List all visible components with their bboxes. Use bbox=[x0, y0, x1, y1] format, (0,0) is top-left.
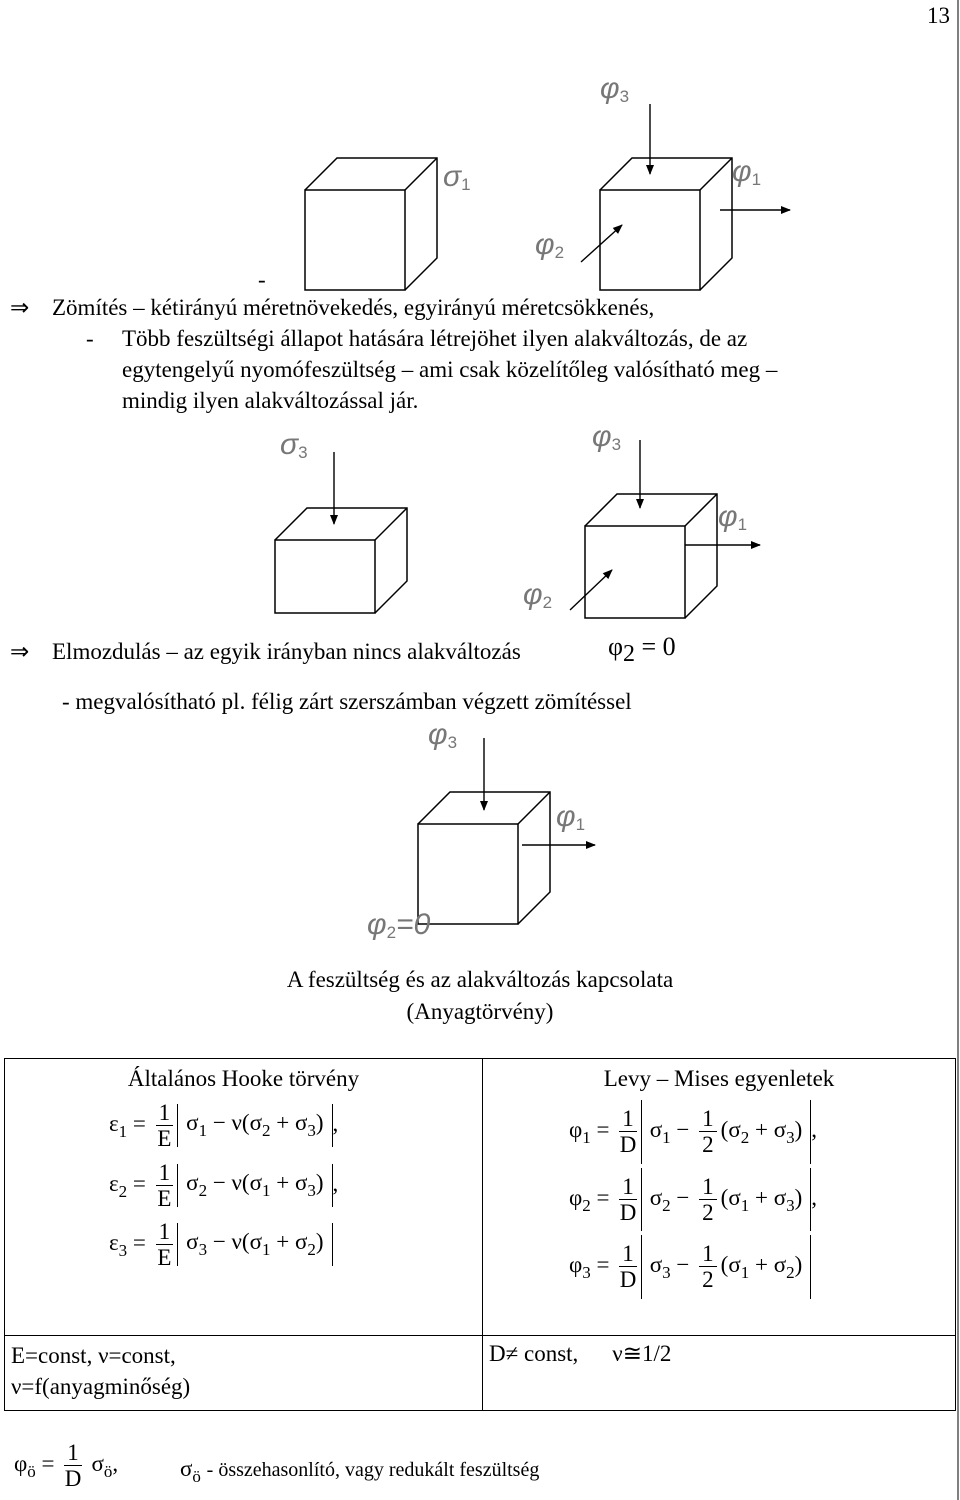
levy-mises-equation: $\varphi_1$ = $\frac{1}{D}$ $\sigma_1$ − $\frac{1}{2}$ $(\sigma_2 + \sigma_3)$ , bbox=[569, 1100, 955, 1164]
bullet2-equation: $\varphi_2 = 0$ bbox=[608, 632, 676, 667]
bullet2-text: Elmozdulás – az egyik irányban nincs alakváltozás bbox=[52, 639, 521, 664]
label-phi3-fig2: $\varphi_3$ bbox=[592, 420, 622, 454]
bullet1-sub-line3: mindig ilyen alakváltozással jár. bbox=[122, 388, 419, 413]
levy-footer-cell bbox=[483, 1336, 956, 1411]
hooke-footer-line1: E=const, ν=const, bbox=[11, 1343, 176, 1368]
cube-1a bbox=[305, 158, 437, 290]
cube-1b bbox=[600, 158, 732, 290]
bullet1-text: Zömítés – kétirányú méretnövekedés, egyirányú méretcsökkenés, bbox=[52, 295, 655, 320]
label-phi1-fig1: $\varphi_1$ bbox=[732, 155, 762, 189]
section-title-line2: (Anyagtörvény) bbox=[406, 999, 554, 1024]
levy-mises-cell bbox=[483, 1059, 956, 1336]
dash-marker: - bbox=[258, 267, 266, 292]
hooke-footer-line2: ν=f(anyagminőség) bbox=[11, 1374, 191, 1399]
bullet1-sub-line2: egytengelyű nyomófeszültség – ami csak közelítőleg valósítható meg – bbox=[122, 357, 778, 382]
arrow-phi2-fig2 bbox=[570, 570, 612, 610]
hooke-cell bbox=[5, 1059, 483, 1336]
equivalent-strain-formula: $\varphi_ö$ = $\frac{1}{D}$ $\sigma_ö$, bbox=[14, 1440, 119, 1492]
cube-2b bbox=[585, 494, 717, 618]
levy-mises-equations bbox=[483, 1100, 955, 1299]
hooke-equations bbox=[5, 1100, 482, 1271]
label-sigma1-fig1: $\sigma_1$ bbox=[443, 160, 471, 194]
hooke-equation: $\varepsilon_2$ = $\frac{1}{E}$ $\sigma_2 - \nu(\sigma_1 + \sigma_3)$ , bbox=[109, 1159, 339, 1211]
hooke-footer-cell bbox=[5, 1336, 483, 1411]
label-sigma3-fig2: $\sigma_3$ bbox=[280, 428, 308, 462]
label-phi2-fig2: $\varphi_2$ bbox=[523, 578, 553, 612]
bullet2-sub-text: - megvalósítható pl. félig zárt szerszámban végzett zömítéssel bbox=[62, 689, 632, 714]
levy-mises-equation: $\varphi_2$ = $\frac{1}{D}$ $\sigma_2$ − $\frac{1}{2}$ $(\sigma_1 + \sigma_3)$ , bbox=[569, 1168, 955, 1232]
label-phi2-fig1: $\varphi_2$ bbox=[535, 228, 565, 262]
implies-arrow-1: ⇒ bbox=[10, 295, 30, 320]
section-title-line1: A feszültség és az alakváltozás kapcsolata bbox=[286, 967, 674, 992]
cube-3 bbox=[418, 792, 550, 924]
page-number: 13 bbox=[927, 3, 950, 28]
levy-footer-nu: ν≅1/2 bbox=[612, 1341, 672, 1366]
label-phi2-fig3: $\varphi_2=0$ bbox=[367, 908, 431, 942]
bullet1-sub-dash: - bbox=[86, 326, 94, 351]
implies-arrow-2: ⇒ bbox=[10, 639, 30, 664]
label-phi1-fig2: $\varphi_1$ bbox=[718, 500, 748, 534]
equivalent-stress-desc: $\sigma_ö$ - összehasonlító, vagy redukált feszültség bbox=[180, 1456, 540, 1486]
hooke-header: Általános Hooke törvény bbox=[127, 1066, 360, 1091]
hooke-equation: $\varepsilon_3$ = $\frac{1}{E}$ $\sigma_3 - \nu(\sigma_1 + \sigma_2)$ bbox=[109, 1219, 482, 1271]
cube-2a bbox=[275, 508, 407, 613]
hooke-equation: $\varepsilon_1$ = $\frac{1}{E}$ $\sigma_1 - \nu(\sigma_2 + \sigma_3)$ , bbox=[109, 1100, 339, 1152]
law-table bbox=[4, 1058, 956, 1411]
levy-mises-header: Levy – Mises egyenletek bbox=[603, 1066, 835, 1091]
label-phi1-fig3: $\varphi_1$ bbox=[556, 800, 586, 834]
bullet1-sub-line1: Több feszültségi állapot hatására létrejöhet ilyen alakváltozás, de az bbox=[122, 326, 748, 351]
label-phi3-fig1: $\varphi_3$ bbox=[600, 72, 630, 106]
label-phi3-fig3: $\varphi_3$ bbox=[428, 718, 458, 752]
arrow-phi2-fig1 bbox=[581, 225, 622, 262]
levy-mises-equation: $\varphi_3$ = $\frac{1}{D}$ $\sigma_3$ − $\frac{1}{2}$ $(\sigma_1 + \sigma_2)$ bbox=[569, 1235, 955, 1299]
levy-footer-d: D≠ const, bbox=[489, 1341, 579, 1366]
